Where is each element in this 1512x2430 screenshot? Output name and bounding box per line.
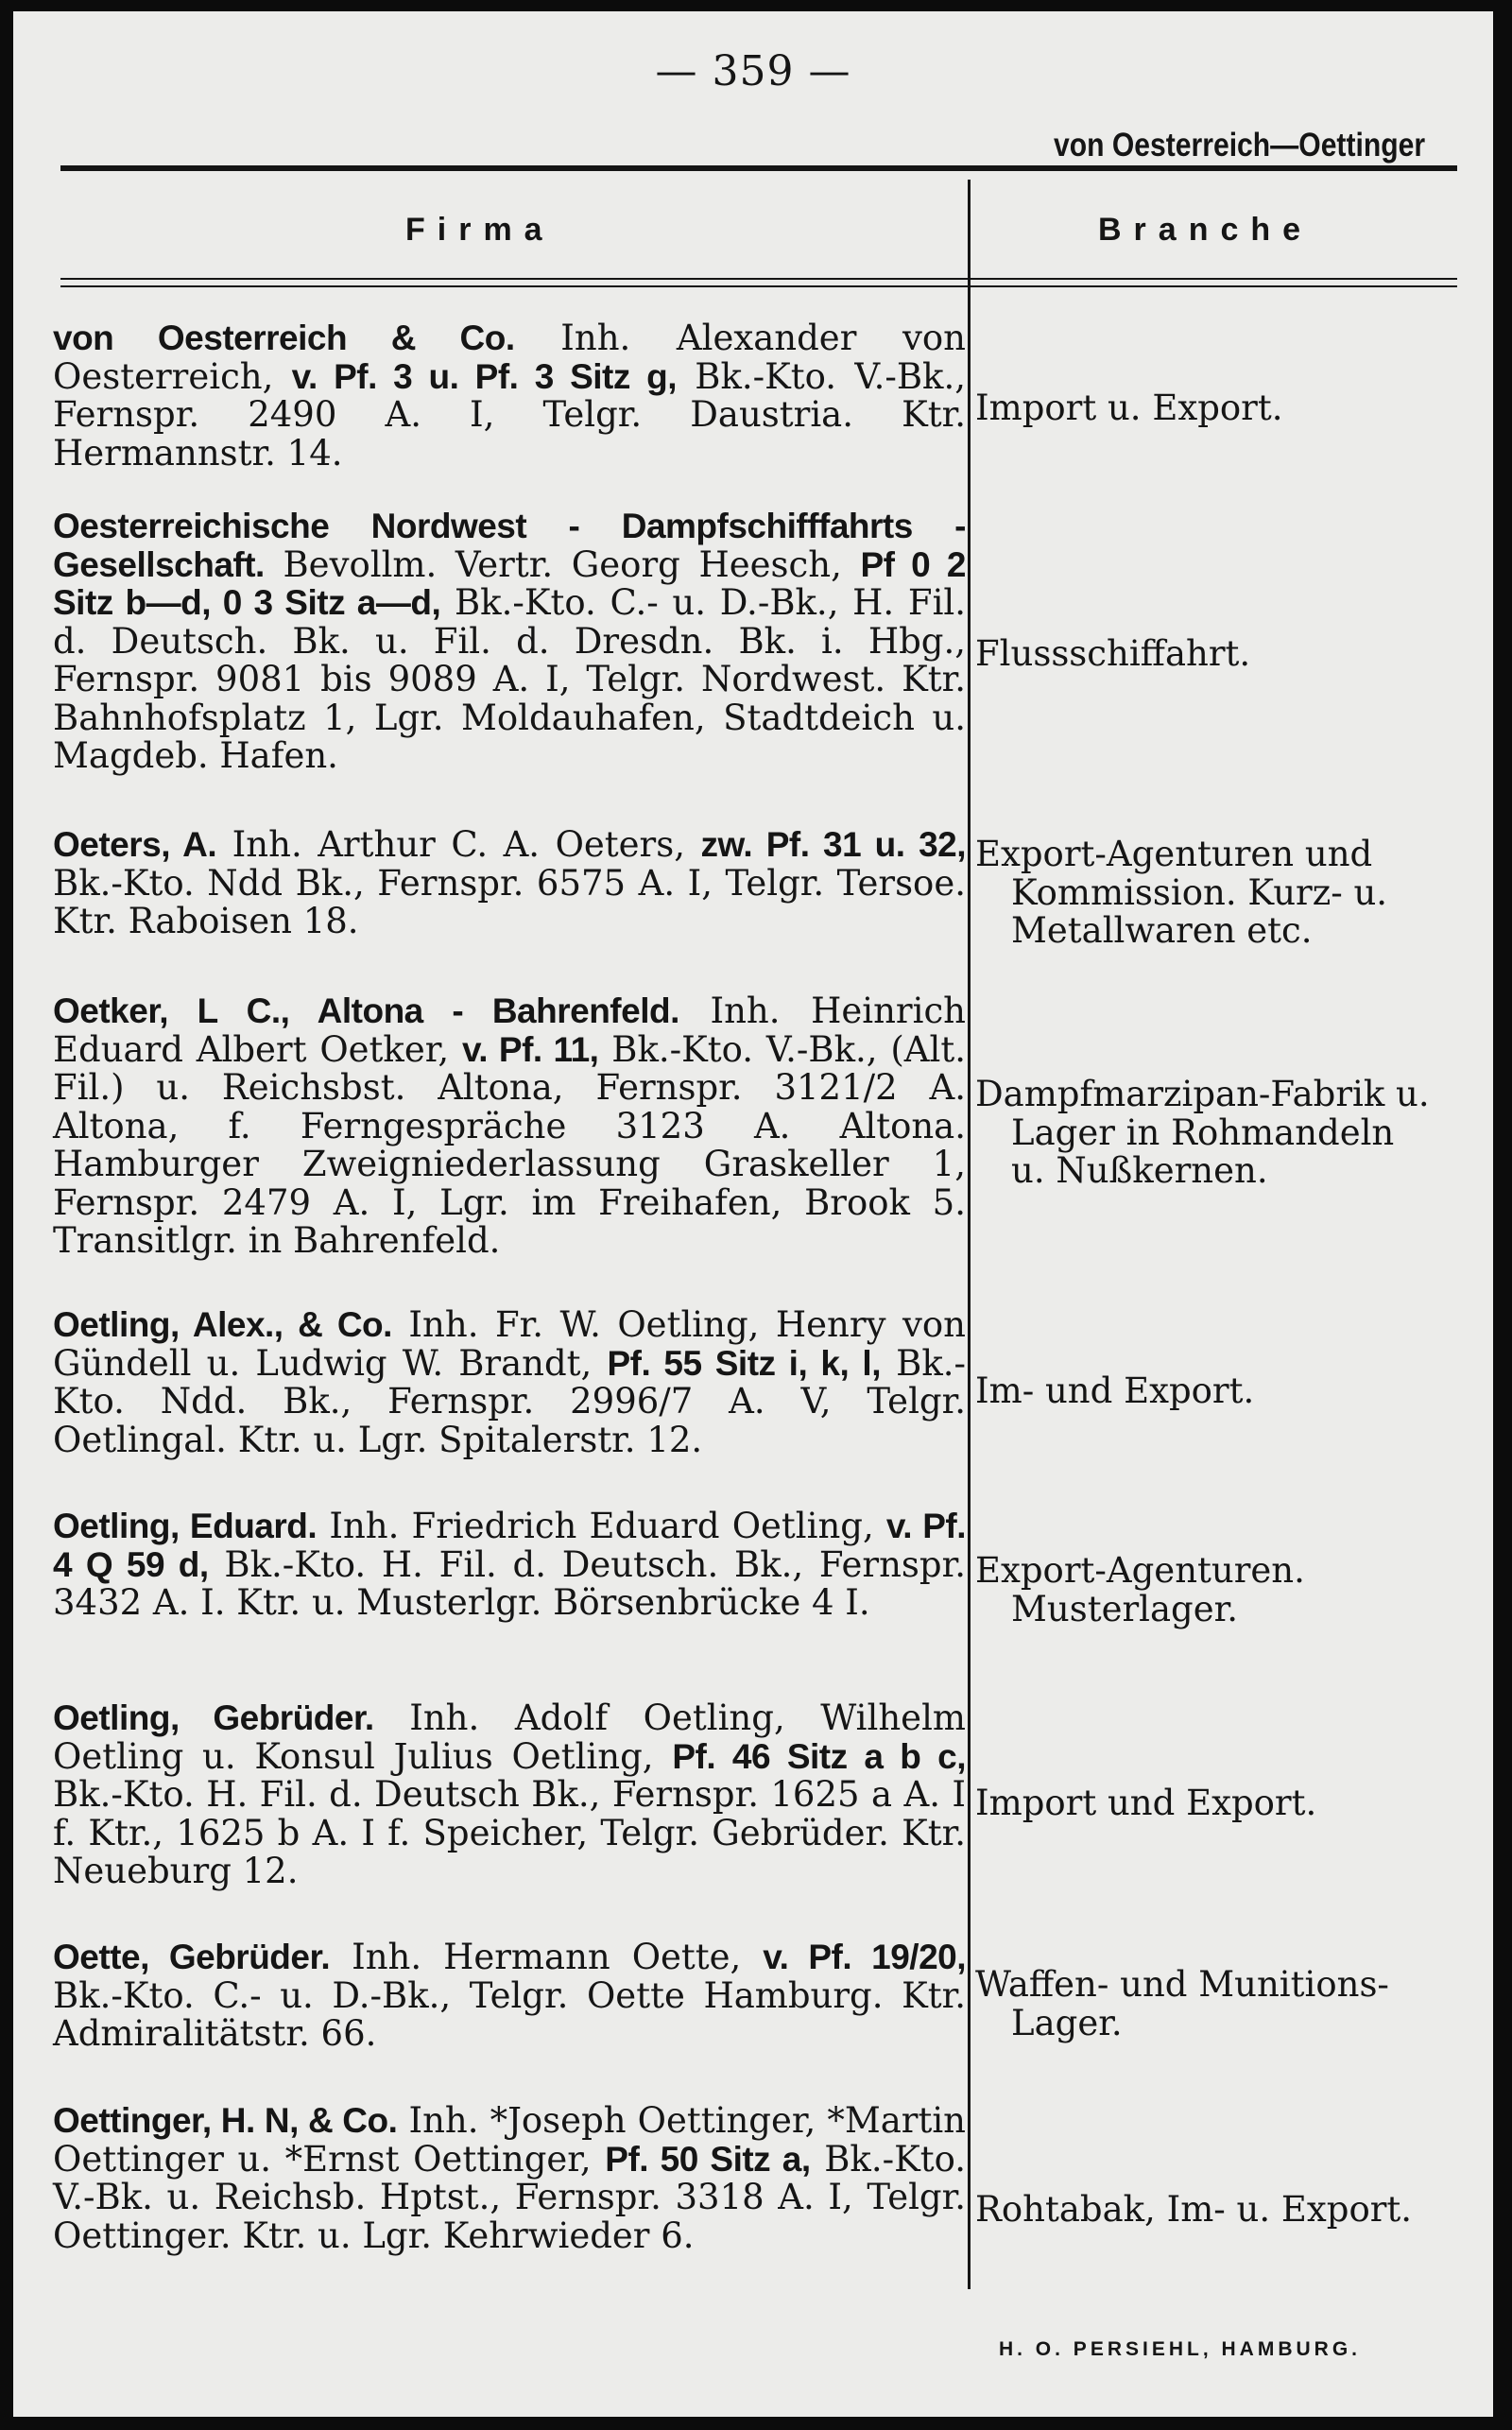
branche-line: Dampfmarzipan-Fabrik u. bbox=[975, 1074, 1430, 1114]
branche-line: Metallwaren etc. bbox=[1011, 910, 1313, 951]
branche-cell bbox=[975, 2191, 1467, 2230]
firm-details: Inh. Adolf Oetling, Wilhelm Oetling u. Konsul Julius Oetling, bbox=[53, 1698, 966, 1777]
firm-contact: Bk.-Kto. V.-Bk., Fernspr. 2490 A. I, Telgr. Daustria. Ktr. Hermannstr. 14. bbox=[53, 355, 966, 474]
top-rule bbox=[60, 165, 1457, 171]
printer-imprint: H. O. PERSIEHL, HAMBURG. bbox=[998, 2338, 1361, 2360]
branche-line: Export-Agenturen und bbox=[975, 834, 1373, 874]
firm-contact: Bk.-Kto. H. Fil. d. Deutsch Bk., Fernspr. 1625 a A. I f. Ktr., 1625 b A. I f. Speicher, Telgr. Gebrüder. Ktr. Neueburg 12. bbox=[53, 1774, 966, 1891]
column-header-branche: Branche bbox=[1098, 212, 1314, 248]
firm-contact: Bk.-Kto. H. Fil. d. Deutsch. Bk., Fernspr. 3432 A. I. Ktr. u. Musterlgr. Börsenbrücke 4 I. bbox=[53, 1543, 966, 1623]
firm-entry bbox=[53, 1306, 966, 1459]
header-double-rule-bottom bbox=[60, 285, 1457, 287]
firm-entry-text bbox=[53, 1699, 966, 1891]
branche-line: Lager in Rohmandeln bbox=[1011, 1112, 1395, 1153]
page-number: — 359 — bbox=[655, 47, 851, 95]
firm-entry bbox=[53, 1508, 966, 1623]
firm-details: Inh. Hermann Oette, bbox=[330, 1937, 764, 1977]
firm-details: Inh. Friedrich Eduard Oetling, bbox=[317, 1506, 886, 1546]
branche-line: Im- und Export. bbox=[975, 1370, 1255, 1411]
branche-cell bbox=[975, 1372, 1467, 1411]
firm-entry-text bbox=[53, 1939, 966, 2054]
firm-entry bbox=[53, 1699, 966, 1891]
firm-entry-text bbox=[53, 1306, 966, 1459]
firm-name: Oettinger, H. N, & Co. bbox=[53, 2101, 398, 2140]
branche-cell bbox=[975, 1552, 1467, 1629]
post-box: Pf. 55 Sitz i, k, l, bbox=[607, 1343, 881, 1383]
firm-contact: Bk.-Kto. V.-Bk., (Alt. Fil.) u. Reichsbst. Altona, Fernspr. 3121/2 A. Altona, f. Ferngespräche 3123 A. Altona. Hamburger Zweigniederlassung Graskeller 1, Fernspr. 2479 A. I, Lgr. im Freihafen, Brook 5. Transitlgr. in Bahrenfeld. bbox=[53, 1028, 966, 1261]
firm-name: Oetling, Eduard. bbox=[53, 1507, 318, 1545]
branche-line: Musterlager. bbox=[1011, 1588, 1239, 1629]
firm-details: Inh. *Joseph Oettinger, *Martin Oettinger u. *Ernst Oettinger, bbox=[53, 2100, 966, 2180]
firm-contact: Bk.-Kto. C.- u. D.-Bk., H. Fil. d. Deutsch. Bk. u. Fil. d. Dresdn. Bk. i. Hbg., Fernspr. 9081 bis 9089 A. I, Telgr. Nordwest. Ktr. Bahnhofsplatz 1, Lgr. Moldauhafen, Stadtdeich u. Magdeb. Hafen. bbox=[53, 582, 966, 776]
branche-line: Flussschiffahrt. bbox=[975, 633, 1251, 674]
post-box: v. Pf. 4 Q 59 d, bbox=[53, 1507, 967, 1584]
directory-page bbox=[13, 11, 1493, 2417]
branche-cell bbox=[975, 1966, 1467, 2042]
firm-name: Oette, Gebrüder. bbox=[53, 1938, 331, 1976]
firm-name: Oetling, Gebrüder. bbox=[53, 1698, 374, 1737]
firm-name: von Oesterreich & Co. bbox=[53, 319, 515, 357]
firm-name: Oesterreichische Nordwest - Dampfschifffahrts - Gesellschaft. bbox=[53, 507, 966, 584]
firm-entry-text bbox=[53, 1508, 966, 1623]
branche-line: Import u. Export. bbox=[975, 388, 1283, 428]
firm-entry bbox=[53, 826, 966, 941]
firm-entry-text bbox=[53, 319, 966, 473]
firm-entry bbox=[53, 992, 966, 1261]
header-double-rule-top bbox=[60, 278, 1457, 280]
branche-cell bbox=[975, 389, 1467, 428]
firm-entry bbox=[53, 2102, 966, 2255]
branche-line: Kommission. Kurz- u. bbox=[1011, 871, 1388, 913]
branche-line: Waffen- und Munitions- bbox=[975, 1964, 1389, 2005]
firm-contact: Bk.-Kto. C.- u. D.-Bk., Telgr. Oette Hamburg. Ktr. Admiralitätstr. 66. bbox=[53, 1974, 966, 2054]
firm-name: Oetker, L C., Altona - Bahrenfeld. bbox=[53, 991, 679, 1030]
firm-name: Oetling, Alex., & Co. bbox=[53, 1305, 392, 1344]
post-box: v. Pf. 3 u. Pf. 3 Sitz g, bbox=[291, 356, 678, 396]
firm-entry-text bbox=[53, 2102, 966, 2255]
firm-entry bbox=[53, 319, 966, 473]
branche-line: Import und Export. bbox=[975, 1783, 1317, 1823]
branche-line: Lager. bbox=[1011, 2002, 1123, 2043]
firm-details: Inh. Fr. W. Oetling, Henry von Gündell u. Ludwig W. Brandt, bbox=[53, 1304, 966, 1384]
post-box: Pf 0 2 Sitz b—d, 0 3 Sitz a—d, bbox=[53, 544, 966, 622]
firm-entry bbox=[53, 1939, 966, 2054]
firm-details: Inh. Heinrich Eduard Albert Oetker, bbox=[53, 991, 966, 1070]
branche-line: u. Nußkernen. bbox=[1011, 1150, 1268, 1191]
firm-entry-text bbox=[53, 826, 966, 941]
branche-cell bbox=[975, 1784, 1467, 1823]
firm-contact: Bk.-Kto. V.-Bk. u. Reichsb. Hptst., Fernspr. 3318 A. I, Telgr. Oettinger. Ktr. u. Lgr. Kehrwieder 6. bbox=[53, 2138, 966, 2256]
branche-line: Rohtabak, Im- u. Export. bbox=[975, 2189, 1413, 2230]
column-header-firma: Firma bbox=[405, 212, 555, 248]
post-box: Pf. 46 Sitz a b c, bbox=[672, 1736, 966, 1776]
branche-cell bbox=[975, 635, 1467, 674]
firm-name: Oeters, A. bbox=[53, 825, 217, 864]
firm-details: Inh. Alexander von Oesterreich, bbox=[53, 318, 966, 397]
firm-entry-text bbox=[53, 508, 966, 776]
branche-cell bbox=[975, 836, 1467, 951]
firm-details: Inh. Arthur C. A. Oeters, bbox=[216, 824, 701, 865]
post-box: v. Pf. 11, bbox=[461, 1029, 599, 1069]
running-head: von Oesterreich—Oettinger bbox=[1053, 127, 1425, 164]
branche-line: Export-Agenturen. bbox=[975, 1550, 1305, 1591]
firm-contact: Bk.-Kto. Ndd. Bk., Fernspr. 2996/7 A. V, Telgr. Oetlingal. Ktr. u. Lgr. Spitalerstr. 12. bbox=[53, 1342, 967, 1460]
firm-entry bbox=[53, 508, 966, 776]
firm-details: Bevollm. Vertr. Georg Heesch, bbox=[264, 543, 861, 585]
branche-cell bbox=[975, 1076, 1467, 1191]
firm-contact: Bk.-Kto. Ndd Bk., Fernspr. 6575 A. I, Telgr. Tersoe. Ktr. Raboisen 18. bbox=[53, 862, 966, 941]
post-box: v. Pf. 19/20, bbox=[763, 1938, 966, 1976]
post-box: zw. Pf. 31 u. 32, bbox=[700, 825, 967, 864]
column-divider bbox=[968, 180, 971, 2289]
firm-entry-text bbox=[53, 992, 966, 1261]
post-box: Pf. 50 Sitz a, bbox=[605, 2139, 811, 2179]
